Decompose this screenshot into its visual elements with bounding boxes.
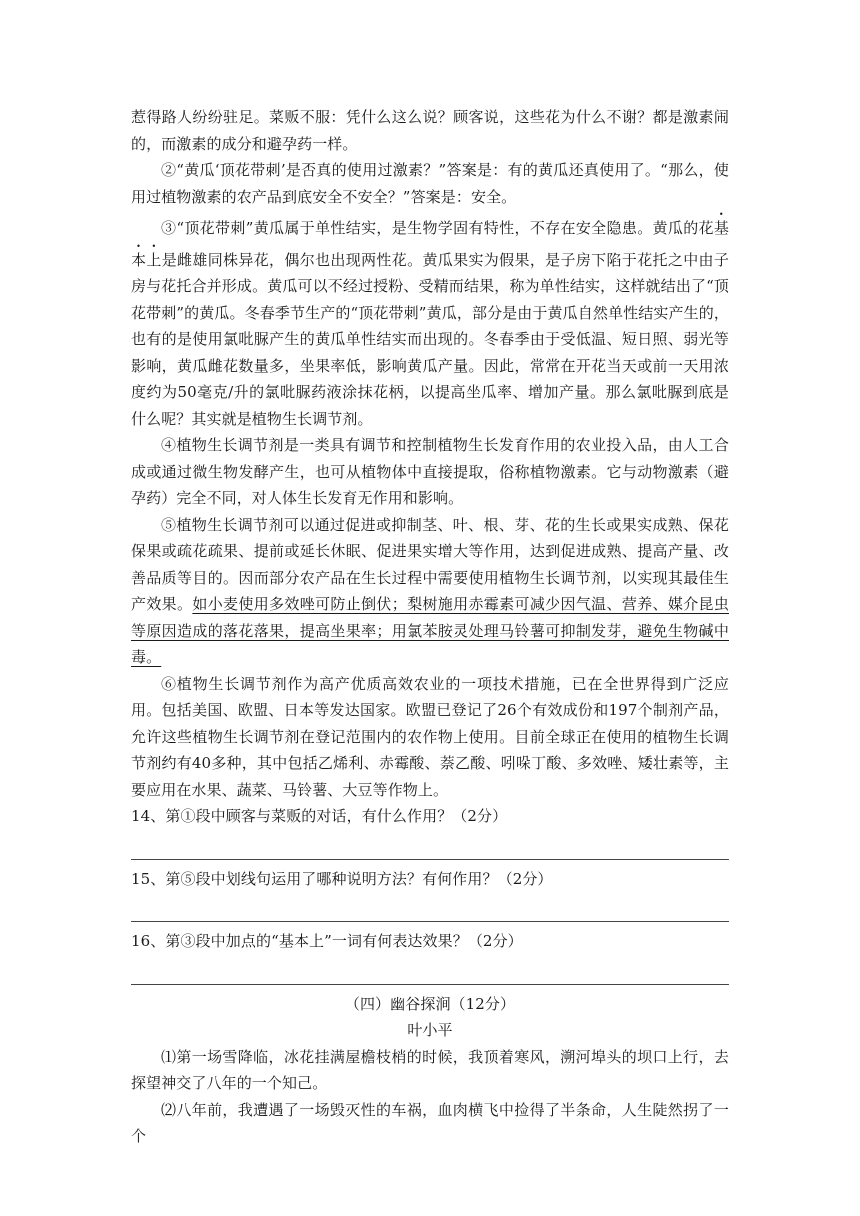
section-4-author: 叶小平 <box>407 1021 453 1039</box>
answer-line-16[interactable] <box>131 955 729 985</box>
paragraph-4: ④植物生长调节剂是一类具有调节和控制植物生长发育作用的农业投入品，由人工合成或通过微生物发酵产生，也可从植物体中直接提取，俗称植物激素。它与动物激素（避孕药）完全不同，对人体生长发育无作用和影响。 <box>131 436 729 507</box>
paragraph-3 <box>131 210 729 432</box>
paragraph-6: ⑥植物生长调节剂作为高产优质高效农业的一项技术措施，已在全世界得到广泛应用。包括美国、欧盟、日本等发达国家。欧盟已登记了26个有效成份和197个制剂产品，允许这些植物生长调节剂在登记范围内的农作物上使用。目前全球正在使用的植物生长调节剂约有40多种，其中包括乙烯利、赤霉酸、萘乙酸、吲哚丁酸、多效唑、矮壮素等，主要应用在水果、蔬菜、马铃薯、大豆等作物上。 <box>131 674 729 799</box>
paragraph-1-continued: 惹得路人纷纷驻足。菜贩不服：凭什么这么说？顾客说，这些花为什么不谢？都是激素闹的，而激素的成分和避孕药一样。 <box>131 108 729 153</box>
answer-line-15[interactable] <box>131 892 729 922</box>
paragraph-3-rest: 是雌雄同株异花，偶尔也出现两性花。黄瓜果实为假果，是子房下陷于花托之中由子房与花托合并形成。黄瓜可以不经过授粉、受精而结果，称为单性结实，这样就结出了“顶花带刺”的黄瓜。冬春季节生产的“顶花带刺”黄瓜，部分是由于黄瓜自然单性结实产生的，也有的是使用氯吡脲产生的黄瓜单性结实而出现的。冬春季由于受低温、短日照、弱光等影响，黄瓜雌花数量多，坐果率低，影响黄瓜产量。因此，常常在开花当天或前一天用浓度约为50毫克/升的氯吡脲药液涂抹花柄，以提高坐瓜率、增加产量。那么氯吡脲到底是什么呢？其实就是植物生长调节剂。 <box>131 250 729 428</box>
paragraph-5 <box>131 512 729 671</box>
question-15: 15、第⑤段中划线句运用了哪种说明方法？有何作用？（2分） <box>131 869 553 888</box>
dotted-word-jibenshang: 基本上 <box>131 219 729 269</box>
section-4-heading: （四）幽谷探涧（12分） <box>344 994 516 1013</box>
question-16: 16、第③段中加点的“基本上”一词有何表达效果？（2分） <box>131 932 523 950</box>
section-4-paragraph-1: ⑴第一场雪降临，冰花挂满屋檐枝梢的时候，我顶着寒风，溯河埠头的坝口上行，去探望神交了八年的一个知己。 <box>131 1047 729 1092</box>
underlined-sentence: 如小麦使用多效唑可防止倒伏；梨树施用赤霉素可减少因气温、营养、媒介昆虫等原因造成的落花落果，提高坐果率；用氯苯胺灵处理马铃薯可抑制发芽，避免生物碱中毒。 <box>131 595 729 666</box>
paragraph-5-start: ⑤植物生长调节剂可以通过促进或抑制茎、叶、根、芽、花的生长或果实成熟、保花保果或疏花疏果、提前或延长休眠、促进果实增大等作用，达到促进成熟、提高产量、改善品质等目的。因而部分农产品在生长过程中需要使用植物生长调节剂，以实现其最佳生产效果。 <box>131 515 729 613</box>
question-14: 14、第①段中顾客与菜贩的对话，有什么作用？（2分） <box>131 807 508 825</box>
answer-line-14[interactable] <box>131 830 729 860</box>
paragraph-2: ②“黄瓜‘顶花带刺’是否真的使用过激素？”答案是：有的黄瓜还真使用了。“那么，使用过植物激素的农产品到底安全不安全？”答案是：安全。 <box>131 161 729 206</box>
section-4-paragraph-2: ⑵八年前，我遭遇了一场毁灭性的车祸，血肉横飞中捡得了半条命，人生陡然拐了一个 <box>131 1100 729 1145</box>
paragraph-3-start: ③“顶花带刺”黄瓜属于单性结实，是生物学固有特性，不存在安全隐患。黄瓜的花 <box>161 219 714 237</box>
page-content <box>131 104 729 1150</box>
